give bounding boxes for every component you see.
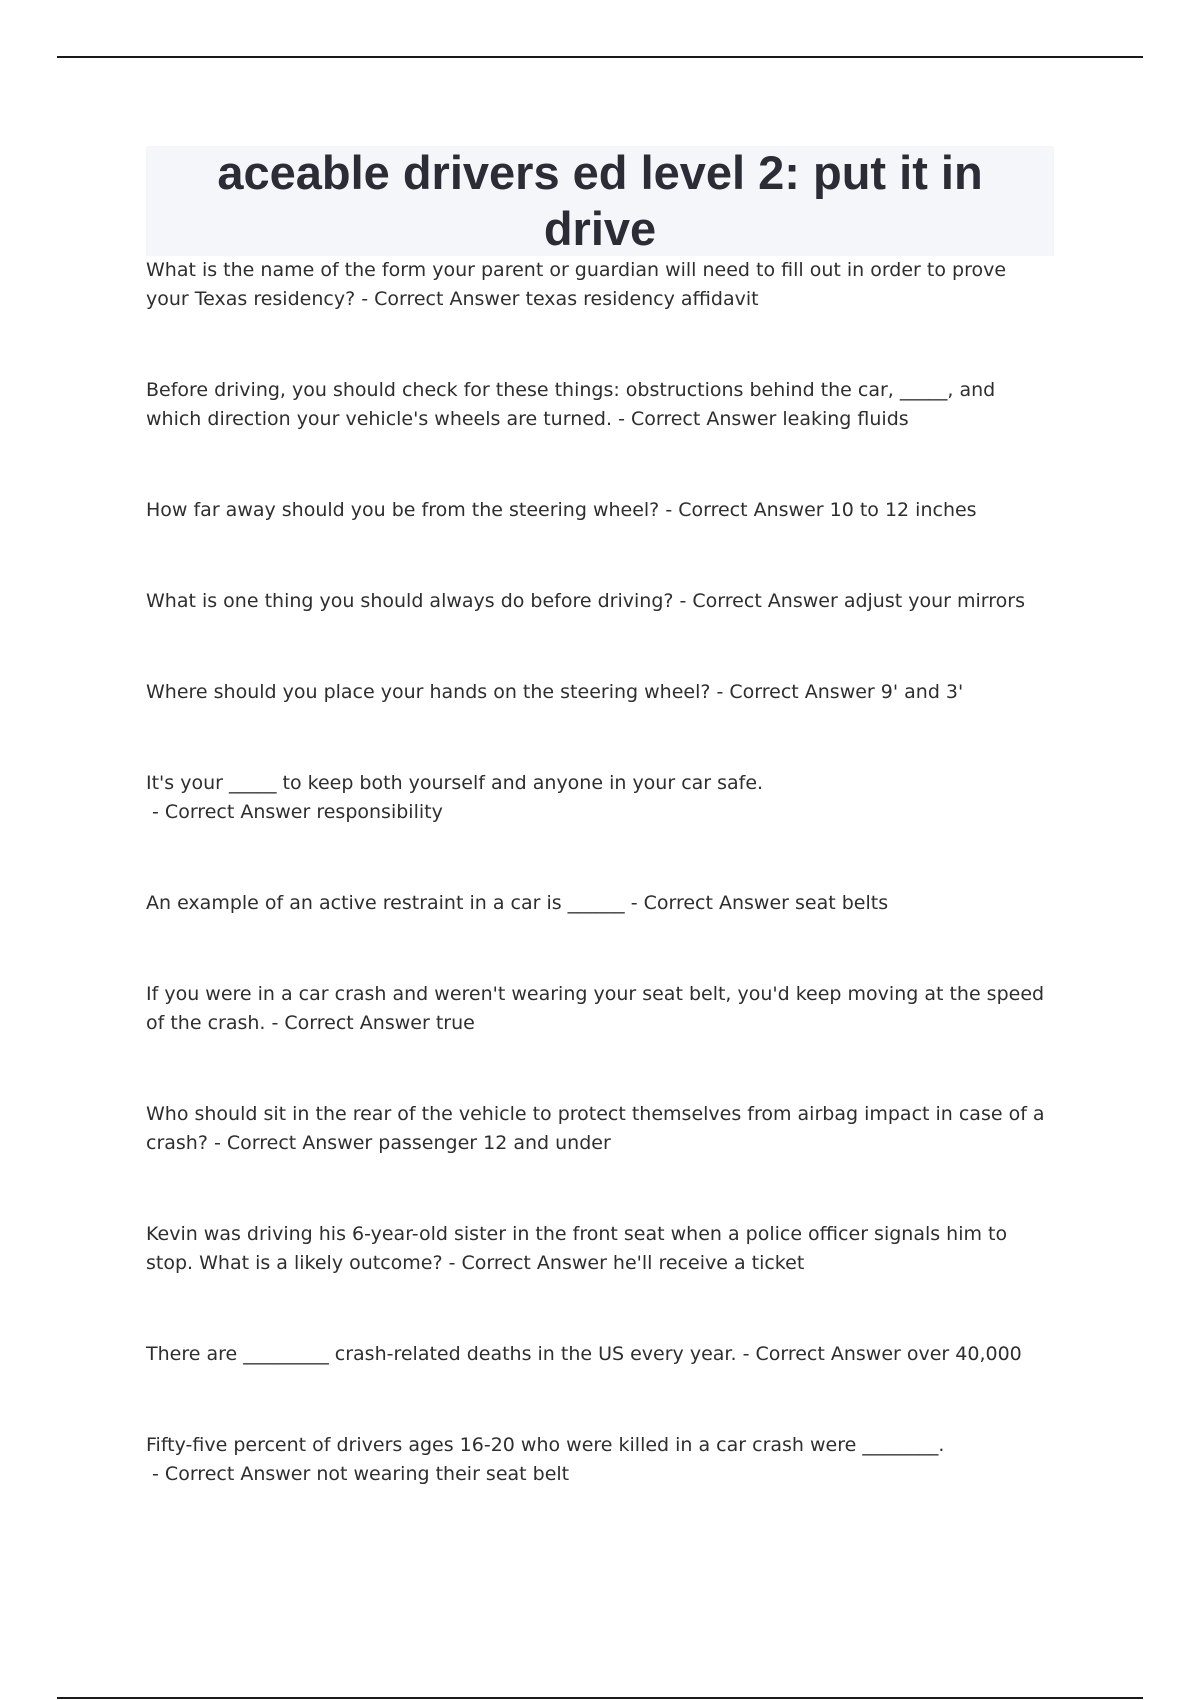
question-text: An example of an active restraint in a car is ______	[146, 892, 625, 914]
answer-text: he'll receive a ticket	[612, 1252, 805, 1274]
answer-prefix: - Correct Answer	[710, 681, 881, 703]
title-banner	[146, 146, 1054, 256]
question-text: Before driving, you should check for these things: obstructions behind the car, _____, and which direction your vehicle's wheels are turned.	[146, 379, 996, 430]
answer-text: leaking fluids	[782, 408, 909, 430]
answer-prefix: - Correct Answer	[146, 801, 317, 823]
qa-item-8	[146, 980, 1054, 1038]
answer-text: true	[435, 1012, 475, 1034]
qa-list	[146, 256, 1054, 1489]
answer-prefix: - Correct Answer	[442, 1252, 613, 1274]
answer-prefix: - Correct Answer	[624, 892, 796, 914]
answer-prefix: - Correct Answer	[659, 499, 830, 521]
question-text: What is the name of the form your parent or guardian will need to fill out in order to prove your Texas residency?	[146, 259, 1007, 310]
answer-prefix: - Correct Answer	[355, 288, 526, 310]
question-text: It's your _____ to keep both yourself and anyone in your car safe.	[146, 772, 764, 794]
bottom-rule	[57, 1697, 1143, 1699]
qa-item-5	[146, 678, 1054, 707]
qa-item-11	[146, 1340, 1054, 1369]
question-text: Who should sit in the rear of the vehicle to protect themselves from airbag impact in case of a crash?	[146, 1103, 1045, 1154]
answer-text: responsibility	[316, 801, 443, 823]
qa-item-2	[146, 376, 1054, 434]
question-text: Kevin was driving his 6-year-old sister in the front seat when a police officer signals him to stop. What is a likely outcome?	[146, 1223, 1008, 1274]
qa-item-10	[146, 1220, 1054, 1278]
answer-prefix: - Correct Answer	[736, 1343, 907, 1365]
answer-prefix: - Correct Answer	[146, 1463, 317, 1485]
question-text: Fifty-five percent of drivers ages 16-20 who were killed in a car crash were ________.	[146, 1434, 945, 1456]
answer-text: texas residency affidavit	[525, 288, 759, 310]
answer-text: 9' and 3'	[880, 681, 964, 703]
answer-text: over 40,000	[906, 1343, 1022, 1365]
answer-prefix: - Correct Answer	[265, 1012, 436, 1034]
qa-item-9	[146, 1100, 1054, 1158]
question-text: What is one thing you should always do before driving?	[146, 590, 674, 612]
question-text: How far away should you be from the steering wheel?	[146, 499, 660, 521]
document-title: aceable drivers ed level 2: put it in drive	[217, 146, 983, 255]
qa-item-12	[146, 1431, 1054, 1489]
question-text: There are _________ crash-related deaths in the US every year.	[146, 1343, 737, 1365]
answer-prefix: - Correct Answer	[673, 590, 844, 612]
answer-text: 10 to 12 inches	[829, 499, 977, 521]
answer-text: not wearing their seat belt	[316, 1463, 570, 1485]
answer-text: passenger 12 and under	[378, 1132, 611, 1154]
top-rule	[57, 56, 1143, 58]
qa-item-1	[146, 256, 1054, 314]
question-text: Where should you place your hands on the steering wheel?	[146, 681, 711, 703]
qa-item-3	[146, 496, 1054, 525]
answer-text: seat belts	[795, 892, 889, 914]
document-body	[146, 146, 1054, 1551]
qa-item-4	[146, 587, 1054, 616]
qa-item-6	[146, 769, 1054, 827]
qa-item-7	[146, 889, 1054, 918]
answer-prefix: - Correct Answer	[612, 408, 783, 430]
answer-text: adjust your mirrors	[843, 590, 1025, 612]
question-text: If you were in a car crash and weren't wearing your seat belt, you'd keep moving at the speed of the crash.	[146, 983, 1045, 1034]
answer-prefix: - Correct Answer	[207, 1132, 379, 1154]
